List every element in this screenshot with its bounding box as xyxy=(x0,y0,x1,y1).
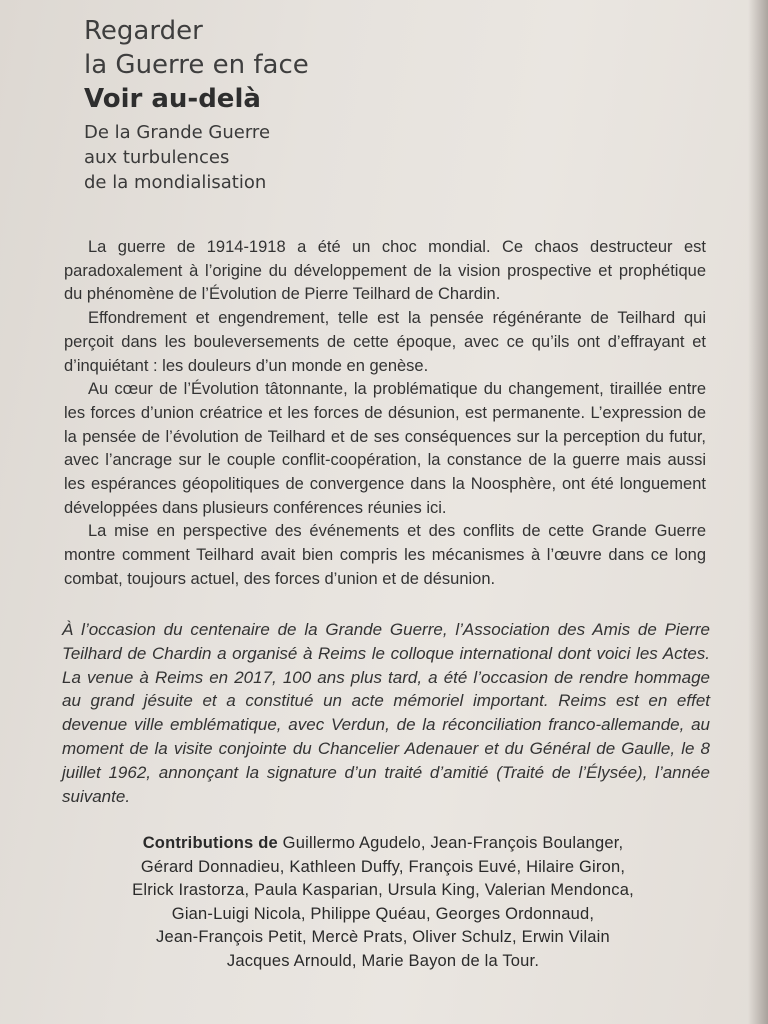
colloquium-note xyxy=(62,618,710,808)
contributors-line-2: Gérard Donnadieu, Kathleen Duffy, François Euvé, Hilaire Giron, xyxy=(140,857,626,876)
title-line-1: Regarder xyxy=(84,16,203,46)
summary-paragraph-2: Effondrement et engendrement, telle est la pensée régénérante de Teilhard qui perçoit dans les bouleversements de cette époque, avec ce qu’ils ont d’effrayant et d’inquiétant : les douleurs d’un monde en genèse. xyxy=(64,309,706,375)
summary-paragraph-4: La mise en perspective des événements et des conflits de cette Grande Guerre montre comment Teilhard avait bien compris les mécanismes à l’œuvre dans ce long combat, toujours actuel, des forces d’union et de désunion. xyxy=(64,522,706,588)
summary-paragraph-1: La guerre de 1914-1918 a été un choc mondial. Ce chaos destructeur est paradoxalement à l’origine du développement de la vision prospective et prophétique du phénomène de l’Évolution de Pierre Teilhard de Chardin. xyxy=(64,238,706,304)
colloquium-paragraph: À l’occasion du centenaire de la Grande Guerre, l’Association des Amis de Pierre Teilhard de Chardin a organisé à Reims le colloque international dont voici les Actes. La venue à Reims en 2017, 100 ans plus tard, a été l’occasion de rendre hommage au grand jésuite et a constitué un acte mémoriel important. Reims est en effet devenue ville emblématique, avec Verdun, de la réconciliation franco-allemande, au moment de la visite conjointe du Chancelier Adenauer et du Général de Gaulle, le 8 juillet 1962, annonçant la signature d’un traité d’amitié (Traité de l’Élysée), l’année suivante. xyxy=(62,620,710,806)
subtitle xyxy=(84,120,684,195)
subtitle-line-1: De la Grande Guerre xyxy=(84,122,271,143)
contributors-line-5: Jean-François Petit, Mercè Prats, Oliver Schulz, Erwin Vilain xyxy=(156,928,610,947)
page-edge-shadow xyxy=(748,0,768,1024)
contributors-line-6: Jacques Arnould, Marie Bayon de la Tour. xyxy=(226,951,540,970)
contributors-list xyxy=(88,832,678,974)
title-line-2: la Guerre en face xyxy=(84,50,309,80)
subtitle-line-3: de la mondialisation xyxy=(84,172,267,193)
contributors-line-1 xyxy=(88,832,678,856)
title-bold: Voir au-delà xyxy=(84,84,261,114)
subtitle-line-2: aux turbulences xyxy=(84,147,230,168)
contributors-names-1: Guillermo Agudelo, Jean-François Boulanger, xyxy=(282,834,624,852)
summary-paragraph-3: Au cœur de l’Évolution tâtonnante, la problématique du changement, tiraillée entre les forces d’union créatrice et les forces de désunion, est permanente. L’expression de la pensée de l’évolution de Teilhard et de ses conséquences sur la perception du futur, avec l’ancrage sur le couple conflit-coopération, la constance de la guerre mais aussi les espérances géopolitiques de convergence dans la Noosphère, ont été longuement développées dans plusieurs conférences réunies ici. xyxy=(64,380,706,517)
cover-header xyxy=(84,14,684,195)
contributors-line-4: Gian-Luigi Nicola, Philippe Quéau, Georges Ordonnaud, xyxy=(171,904,595,923)
summary-text xyxy=(64,236,706,592)
contributors-line-3: Elrick Irastorza, Paula Kasparian, Ursula King, Valerian Mendonca, xyxy=(132,881,634,900)
contributors-label: Contributions de xyxy=(142,834,278,852)
